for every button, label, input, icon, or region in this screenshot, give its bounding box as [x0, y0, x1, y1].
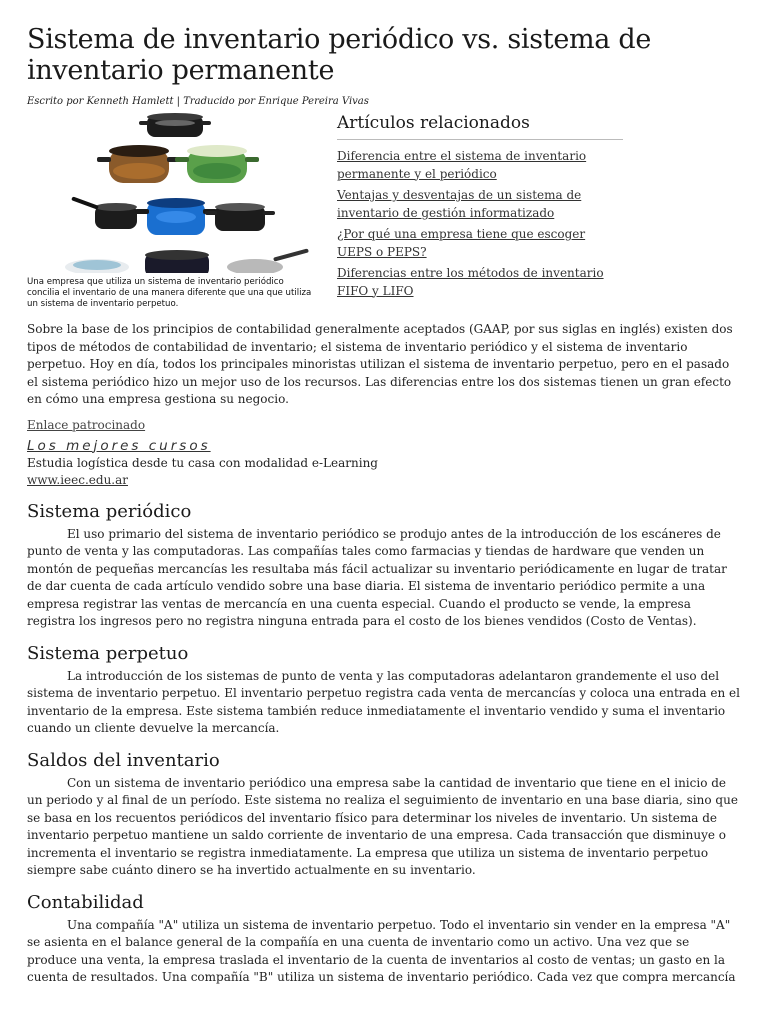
pot-red: [97, 145, 181, 183]
intro-paragraph: Sobre la base de los principios de contabilidad generalmente aceptados (GAAP, por sus siglas en inglés) existen dos tipos de métodos de contabilidad de inventario; el sistema de inventario periódico y el sistema de inventario perpetuo. Hoy en día, todos los principales minoristas utilizan el sistema de inventario perpetuo, pero en el pasado el sistema periódico hizo un mejor uso de los recursos. Las diferencias entre los dos sistemas tienen un gran efecto en cómo una empresa gestiona su negocio.: [27, 322, 733, 406]
section-text: La introducción de los sistemas de punto de venta y las computadoras adelantaron grandemente el uso del sistema de inventario perpetuo. El inventario perpetuo registra cada venta de mercancías y coloca una entrada en el inventario de la empresa. Este sistema también reduce inmediatamente el inventario vendido y suma el inventario cuando un cliente devuelve la mercancía.: [27, 668, 740, 735]
related-link[interactable]: ¿Por qué una empresa tiene que escoger UEPS o PEPS?: [337, 227, 586, 259]
section-heading: Saldos del inventario: [27, 749, 220, 771]
sponsored-url[interactable]: www.ieec.edu.ar: [27, 472, 128, 487]
sponsored-title[interactable]: Los mejores cursos: [27, 437, 211, 454]
sponsored-text: Estudia logística desde tu casa con modalidad e-Learning: [27, 455, 378, 470]
cookware-image: [27, 113, 317, 273]
article-title: Sistema de inventario periódico vs. sistema de inventario permanente: [27, 24, 652, 86]
related-link[interactable]: Ventajas y desventajas de un sistema de inventario de gestión informatizado: [337, 188, 582, 220]
related-link[interactable]: Diferencia entre el sistema de inventario permanente y el periódico: [337, 149, 587, 181]
pot-bottom-center: [145, 250, 209, 273]
related-articles: [337, 113, 623, 304]
related-heading: Artículos relacionados: [337, 113, 623, 140]
saucepan-black: [71, 196, 137, 229]
section-text: Una compañía "A" utiliza un sistema de inventario perpetuo. Todo el inventario sin vender en la empresa "A" se asienta en el balance general de la compañía en una cuenta de inventario como un activo. Una vez que se produce una venta, la empresa traslada el inventario de la cuenta de inventarios al costo de ventas; un gasto en la cuenta de resultados. Una compañía "B" utiliza un sistema de inventario periódico. Cada vez que compra mercancía: [27, 917, 736, 984]
section-text: Con un sistema de inventario periódico una empresa sabe la cantidad de inventario que tiene en el inicio de un periodo y al final de un período. Este sistema no realiza el seguimiento de inventario en una base diaria, sino que se basa en los recuentos periódicos del inventario físico para determinar los niveles de inventario. Un sistema de inventario perpetuo mantiene un saldo corriente de inventario de una empresa. Cada transacción que disminuye o incrementa el inventario se registra inmediatamente. La empresa que utiliza un sistema de inventario perpetuo siempre sabe cuánto dinero se ha invertido actualmente en su inventario.: [27, 775, 738, 877]
section-heading: Sistema periódico: [27, 500, 192, 522]
section-heading: Sistema perpetuo: [27, 642, 189, 664]
section-heading: Contabilidad: [27, 891, 144, 913]
related-link[interactable]: Diferencias entre los métodos de inventario FIFO y LIFO: [337, 266, 604, 298]
pot-green: [175, 145, 259, 183]
pan-bottom-left: [65, 259, 129, 273]
top-row: [27, 113, 741, 321]
figure-caption: Una empresa que utiliza un sistema de inventario periódico concilia el inventario de una manera diferente que una que utiliza un sistema de inventario perpetuo.: [27, 277, 312, 309]
byline: Escrito por Kenneth Hamlett | Traducido por Enrique Pereira Vivas: [27, 96, 369, 107]
pot-black-top: [139, 113, 211, 137]
cookware-illustration: [27, 113, 317, 273]
article-figure: [27, 113, 317, 310]
pan-bottom-right: [227, 248, 309, 273]
sponsored-label[interactable]: Enlace patrocinado: [27, 417, 146, 432]
pot-blue: [135, 198, 217, 235]
pot-black-right: [205, 203, 275, 231]
section-text: El uso primario del sistema de inventario periódico se produjo antes de la introducción de los escáneres de punto de venta y las computadoras. Las compañías tales como farmacias y tiendas de hardware que venden un montón de pequeñas mercancías les resultaba más fácil actualizar su inventario periódicamente en lugar de tratar de dar cuenta de cada artículo vendido sobre una base diaria. El sistema de inventario periódico permite a una empresa registrar las ventas de mercancía en una cuenta especial. Cuando el producto se vende, la empresa registra los ingresos pero no registra ninguna entrada para el costo de los bienes vendidos (Costo de Ventas).: [27, 526, 727, 628]
sponsored-block: [27, 417, 741, 489]
